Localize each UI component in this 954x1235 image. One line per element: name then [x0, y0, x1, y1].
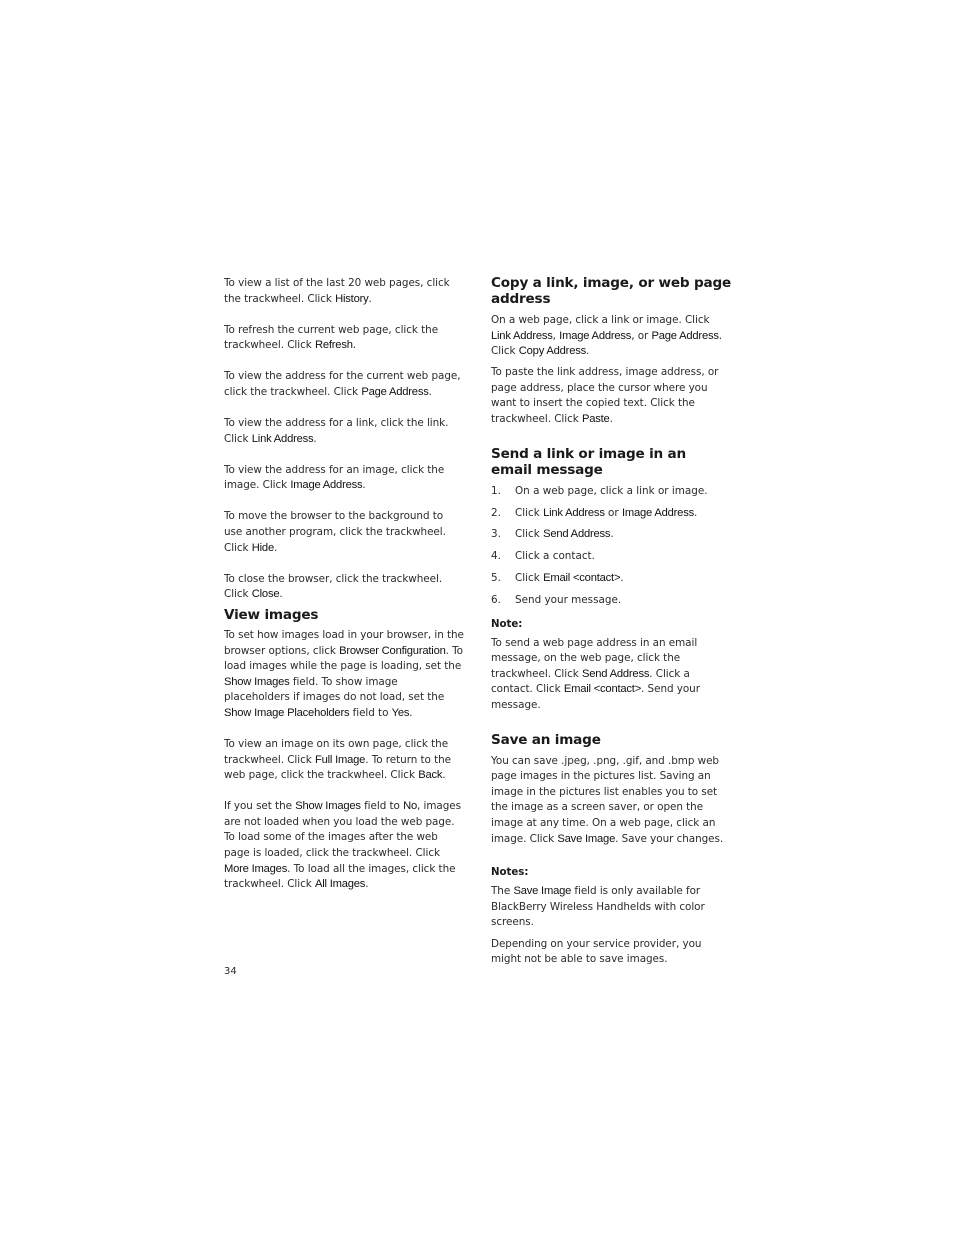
save-image-field: Save Image	[513, 885, 572, 898]
notes-paragraph-provider: Depending on your service provider, you might not be able to save images.	[491, 937, 702, 966]
close-menu-item: Close	[251, 588, 280, 601]
step-item: 2. Click Link Address or Image Address.	[491, 506, 731, 522]
right-column	[491, 275, 731, 973]
step-item: 3. Click Send Address.	[491, 527, 731, 543]
browser-configuration-option: Browser Configuration	[339, 644, 446, 657]
send-steps-list	[491, 484, 731, 609]
note-paragraph: To send a web page address in an email message, on the web page, click the trackwheel. Click Send Address. Click a contact. Click Email <contact>. Send your message.	[491, 636, 700, 712]
left-column	[224, 275, 464, 908]
page-number: 34	[224, 966, 237, 977]
back-menu-item: Back	[418, 769, 443, 782]
history-menu-item: History	[335, 292, 369, 305]
save-image-menu-item: Save Image	[557, 832, 616, 845]
paste-menu-item: Paste	[581, 413, 610, 426]
full-image-menu-item: Full Image	[314, 753, 366, 766]
email-contact-menu-item: Email <contact>	[563, 683, 642, 696]
page-address-menu-item: Page Address	[361, 385, 429, 398]
history-paragraph: To view a list of the last 20 web pages, click the trackwheel. Click History.	[224, 277, 450, 305]
save-image-heading: Save an image	[491, 731, 601, 748]
send-address-menu-item: Send Address	[543, 528, 611, 541]
copy-address-menu-item: Copy Address	[518, 345, 587, 358]
image-address-menu-item: Image Address	[621, 506, 694, 519]
step-item: 6. Send your message.	[491, 593, 731, 609]
page-address-paragraph: To view the address for the current web page, click the trackwheel. Click Page Address.	[224, 370, 461, 398]
show-image-placeholders-field: Show Image Placeholders	[224, 706, 350, 719]
full-image-paragraph: To view an image on its own page, click the trackwheel. Click Full Image. To return to the web page, click the trackwheel. Click Back.	[224, 737, 452, 782]
copy-address-heading: Copy a link, image, or web page address	[491, 275, 731, 307]
paste-paragraph: To paste the link address, image address, or page address, place the cursor where you want to insert the copied text. Click the trackwheel. Click Paste.	[491, 366, 719, 426]
all-images-menu-item: All Images	[314, 878, 366, 891]
no-value: No	[403, 800, 417, 813]
yes-value: Yes	[391, 706, 410, 719]
image-load-paragraph: To set how images load in your browser, in the browser options, click Browser Configuration. To load images while the page is loading, set the Show Images field. To show image placeholders if images do not load, set the Show Image Placeholders field to Yes.	[224, 628, 464, 719]
refresh-menu-item: Refresh	[314, 339, 353, 352]
image-address-menu-item: Image Address	[290, 479, 363, 492]
copy-address-paragraph: On a web page, click a link or image. Click Link Address, Image Address, or Page Address. Click Copy Address.	[491, 314, 723, 358]
close-paragraph: To close the browser, click the trackwheel. Click Close.	[224, 572, 443, 601]
step-item: 5. Click Email <contact>.	[491, 571, 731, 587]
email-contact-menu-item: Email <contact>	[543, 572, 621, 585]
show-images-field: Show Images	[295, 800, 361, 813]
notes-paragraph-color: The Save Image field is only available for BlackBerry Wireless Handhelds with color screens.	[491, 885, 705, 929]
notes-label: Notes:	[491, 867, 529, 879]
step-item: 1. On a web page, click a link or image.	[491, 484, 731, 500]
step-number: 5.	[491, 572, 501, 585]
send-address-menu-item: Send Address	[581, 667, 650, 680]
page-address-menu-item: Page Address	[651, 329, 719, 342]
step-item: 4. Click a contact.	[491, 549, 731, 565]
hide-paragraph: To move the browser to the background to use another program, click the trackwheel. Click Hide.	[224, 510, 446, 554]
image-address-menu-item: Image Address	[559, 329, 632, 342]
refresh-paragraph: To refresh the current web page, click the trackwheel. Click Refresh.	[224, 323, 439, 352]
link-address-paragraph: To view the address for a link, click the link. Click Link Address.	[224, 417, 449, 445]
step-number: 2.	[491, 506, 501, 519]
step-number: 1.	[491, 484, 501, 497]
image-address-paragraph: To view the address for an image, click the image. Click Image Address.	[224, 463, 445, 492]
note-label: Note:	[491, 618, 523, 630]
view-images-heading: View images	[224, 606, 319, 623]
step-number: 6.	[491, 594, 501, 607]
more-images-menu-item: More Images	[224, 862, 288, 875]
show-images-field: Show Images	[224, 675, 290, 688]
step-number: 4.	[491, 550, 501, 563]
save-image-paragraph: You can save .jpeg, .png, .gif, and .bmp web page images in the pictures list. Saving an image in the pictures list enables you to set the image as a screen saver, or open the image at any time. On a web page, click an image. Click Save Image. Save your changes.	[491, 754, 724, 845]
link-address-menu-item: Link Address	[543, 506, 605, 519]
send-link-heading: Send a link or image in an email message	[491, 445, 687, 478]
link-address-menu-item: Link Address	[251, 432, 314, 445]
step-number: 3.	[491, 528, 501, 541]
hide-menu-item: Hide	[251, 541, 274, 554]
more-images-paragraph: If you set the Show Images field to No, images are not loaded when you load the web page. To load some of the images after the web page is loaded, click the trackwheel. Click More Images. To load all the images, click the trackwheel. Click All Images.	[224, 800, 461, 891]
link-address-menu-item: Link Address	[491, 329, 553, 342]
